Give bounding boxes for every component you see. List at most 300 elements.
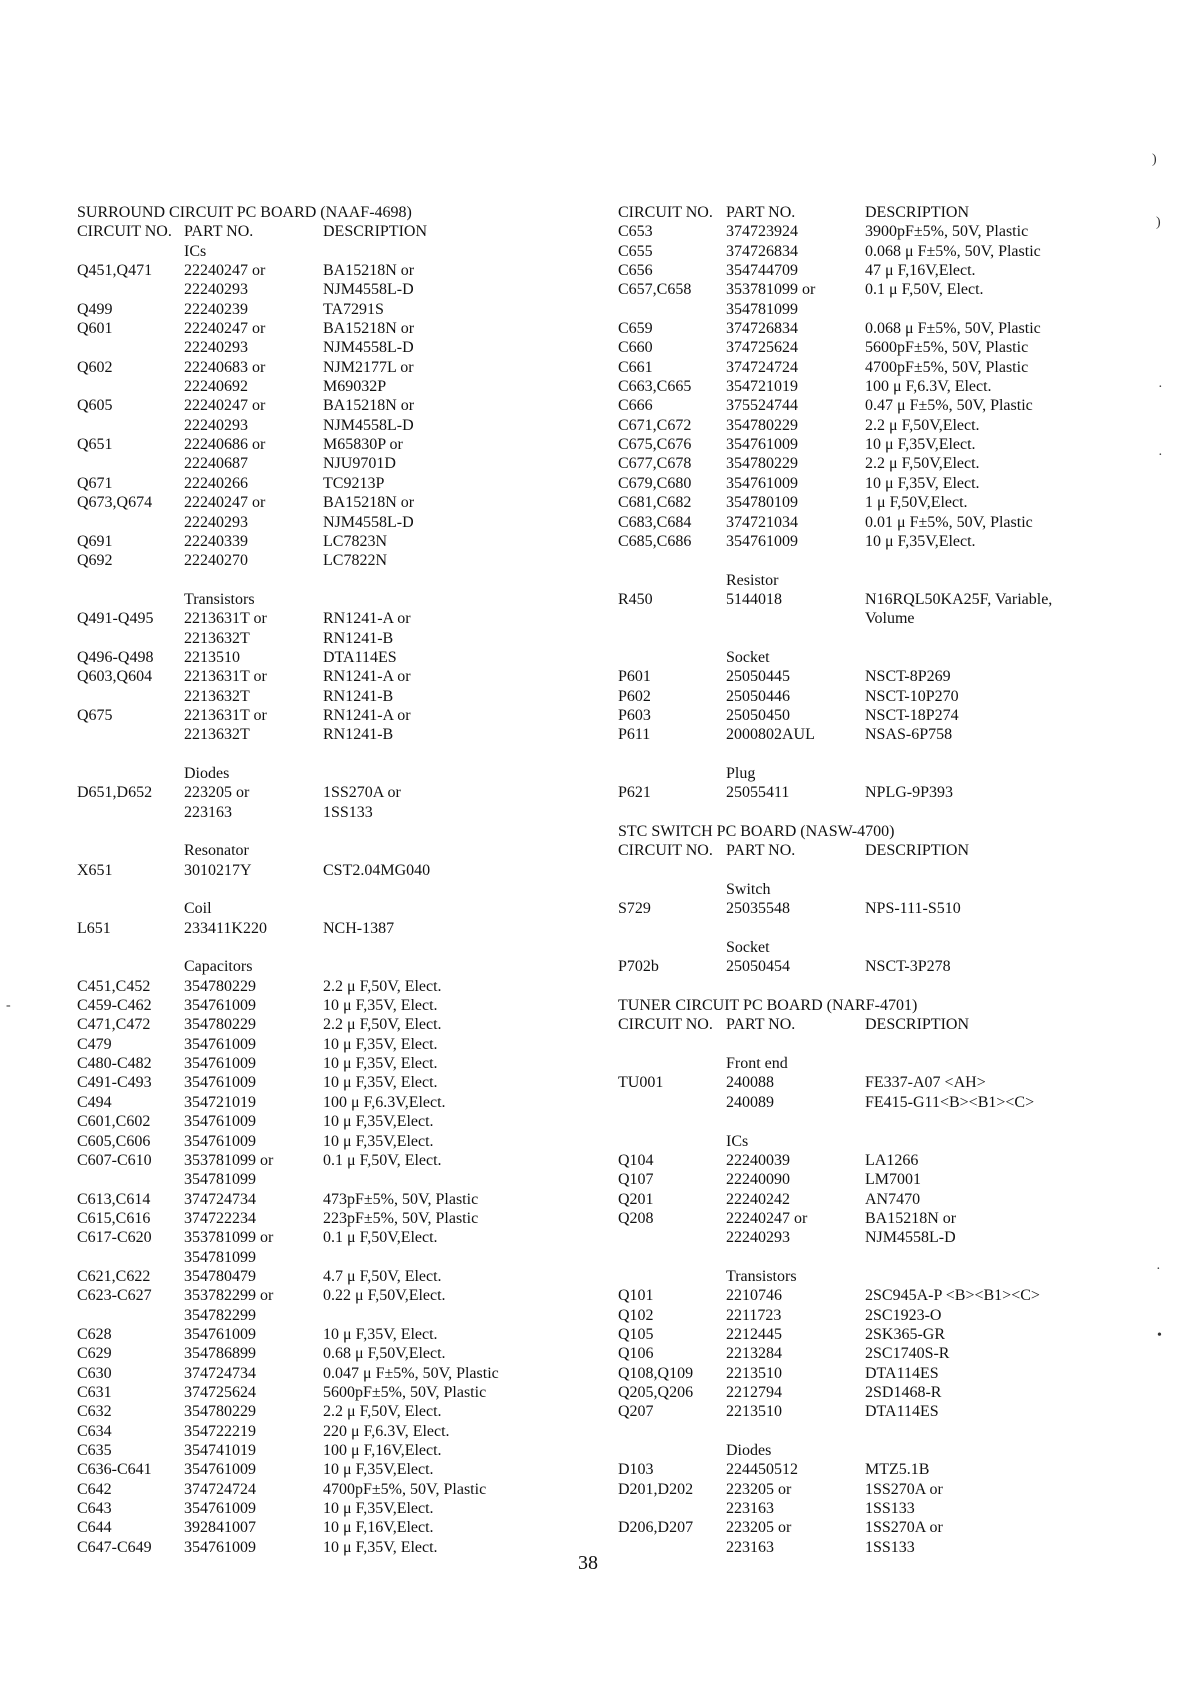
parts-row bbox=[77, 280, 637, 299]
parts-row bbox=[77, 841, 637, 860]
part-no: Coil bbox=[184, 900, 212, 918]
parts-row bbox=[77, 435, 637, 454]
circuit-no: C643 bbox=[77, 1500, 112, 1518]
description: DTA114ES bbox=[865, 1403, 939, 1421]
description: NJM4558L-D bbox=[323, 339, 414, 357]
circuit-no: Q602 bbox=[77, 358, 113, 376]
part-no: 2213632T bbox=[184, 726, 250, 744]
parts-row bbox=[618, 1325, 1178, 1344]
circuit-no: R450 bbox=[618, 590, 653, 608]
circuit-no: C631 bbox=[77, 1383, 112, 1401]
circuit-no: C471,C472 bbox=[77, 1016, 151, 1034]
part-no: 354761009 bbox=[184, 1074, 256, 1092]
parts-row bbox=[618, 706, 1178, 725]
parts-row bbox=[618, 261, 1178, 280]
description: LC7822N bbox=[323, 552, 387, 570]
part-no: ICs bbox=[726, 1132, 749, 1150]
part-no: PART NO. bbox=[726, 842, 796, 860]
parts-row bbox=[618, 454, 1178, 473]
parts-row bbox=[77, 319, 637, 338]
part-no: 22240247 or bbox=[184, 494, 266, 512]
part-no: 374724724 bbox=[184, 1480, 256, 1498]
parts-row bbox=[77, 609, 637, 628]
parts-row bbox=[618, 1132, 1178, 1151]
part-no: ICs bbox=[184, 242, 207, 260]
parts-row bbox=[618, 1460, 1178, 1479]
circuit-no: C679,C680 bbox=[618, 474, 692, 492]
part-no: 22240339 bbox=[184, 532, 248, 550]
parts-row bbox=[77, 1267, 637, 1286]
part-no: 22240293 bbox=[184, 339, 248, 357]
part-no: 223163 bbox=[726, 1538, 774, 1556]
parts-row bbox=[77, 1422, 637, 1441]
description: CST2.04MG040 bbox=[323, 861, 431, 879]
parts-row bbox=[77, 1460, 637, 1479]
description: RN1241-A or bbox=[323, 610, 411, 628]
parts-row bbox=[77, 1073, 637, 1092]
description: 10 μ F,16V,Elect. bbox=[323, 1519, 434, 1537]
part-no: 22240242 bbox=[726, 1190, 790, 1208]
part-no: Diodes bbox=[184, 764, 230, 782]
part-no: 240089 bbox=[726, 1093, 774, 1111]
parts-row bbox=[618, 1248, 1178, 1267]
parts-row bbox=[77, 1015, 637, 1034]
parts-row bbox=[77, 1054, 637, 1073]
circuit-no: C605,C606 bbox=[77, 1132, 151, 1150]
description: 1 μ F,50V,Elect. bbox=[865, 494, 968, 512]
parts-row bbox=[77, 687, 637, 706]
parts-row bbox=[77, 861, 637, 880]
part-no: 354761009 bbox=[184, 1325, 256, 1343]
part-no: 354786899 bbox=[184, 1345, 256, 1363]
parts-row bbox=[77, 1538, 637, 1557]
circuit-no: C681,C682 bbox=[618, 494, 692, 512]
circuit-no: P621 bbox=[618, 784, 651, 802]
parts-row bbox=[618, 919, 1178, 938]
part-no: 354780229 bbox=[184, 977, 256, 995]
parts-row bbox=[618, 629, 1178, 648]
parts-row bbox=[77, 1035, 637, 1054]
part-no: PART NO. bbox=[726, 204, 796, 221]
parts-row bbox=[77, 1170, 637, 1189]
part-no: 354761009 bbox=[184, 1500, 256, 1518]
circuit-no: C629 bbox=[77, 1345, 112, 1363]
description: 2.2 μ F,50V, Elect. bbox=[323, 1016, 442, 1034]
part-no: 354761009 bbox=[184, 1113, 256, 1131]
circuit-no: C628 bbox=[77, 1325, 112, 1343]
description: DTA114ES bbox=[865, 1364, 939, 1382]
circuit-no: S729 bbox=[618, 900, 651, 918]
part-no: 25050446 bbox=[726, 687, 790, 705]
description: 10 μ F,35V,Elect. bbox=[323, 1500, 434, 1518]
part-no: Plug bbox=[726, 764, 756, 782]
parts-row bbox=[77, 1228, 637, 1247]
description: RN1241-A or bbox=[323, 668, 411, 686]
parts-row bbox=[618, 1209, 1178, 1228]
part-no: 22240687 bbox=[184, 455, 248, 473]
part-no: 354744709 bbox=[726, 262, 798, 280]
description: 473pF±5%, 50V, Plastic bbox=[323, 1190, 479, 1208]
circuit-no: Q673,Q674 bbox=[77, 494, 153, 512]
description: NJM4558L-D bbox=[323, 416, 414, 434]
part-no: 354781099 bbox=[726, 300, 798, 318]
parts-row bbox=[618, 493, 1178, 512]
circuit-no: Q451,Q471 bbox=[77, 262, 153, 280]
circuit-no: Q496-Q498 bbox=[77, 648, 154, 666]
parts-row bbox=[77, 1248, 637, 1267]
part-no: 354761009 bbox=[184, 1461, 256, 1479]
description: 100 μ F,6.3V,Elect. bbox=[323, 1093, 446, 1111]
circuit-no: Q603,Q604 bbox=[77, 668, 153, 686]
part-no: 22240247 or bbox=[184, 397, 266, 415]
circuit-no: Q499 bbox=[77, 300, 113, 318]
description: Volume bbox=[865, 610, 915, 628]
parts-row bbox=[77, 1151, 637, 1170]
circuit-no: Q105 bbox=[618, 1325, 654, 1343]
parts-row bbox=[618, 1035, 1178, 1054]
description: NSCT-10P270 bbox=[865, 687, 959, 705]
part-no: 223163 bbox=[726, 1500, 774, 1518]
parts-row bbox=[618, 745, 1178, 764]
circuit-no: P602 bbox=[618, 687, 651, 705]
description: DESCRIPTION bbox=[865, 842, 970, 860]
circuit-no: L651 bbox=[77, 919, 111, 937]
circuit-no: C675,C676 bbox=[618, 436, 692, 454]
circuit-no: Q101 bbox=[618, 1287, 654, 1305]
parts-row bbox=[77, 764, 637, 783]
scan-mark: · bbox=[1158, 448, 1163, 463]
parts-row bbox=[618, 1306, 1178, 1325]
parts-row bbox=[618, 532, 1178, 551]
parts-row bbox=[77, 919, 637, 938]
circuit-no: Q104 bbox=[618, 1151, 654, 1169]
parts-row bbox=[618, 609, 1178, 628]
circuit-no: Q108,Q109 bbox=[618, 1364, 694, 1382]
parts-row bbox=[618, 1151, 1178, 1170]
description: 10 μ F,35V,Elect. bbox=[323, 1132, 434, 1150]
description: 0.068 μ F±5%, 50V, Plastic bbox=[865, 242, 1041, 260]
parts-row bbox=[618, 571, 1178, 590]
part-no: Resonator bbox=[184, 842, 249, 860]
circuit-no: C635 bbox=[77, 1442, 112, 1459]
parts-row bbox=[618, 203, 1178, 222]
circuit-no: C659 bbox=[618, 320, 653, 338]
circuit-no: Q205,Q206 bbox=[618, 1383, 694, 1401]
part-no: 2213632T bbox=[184, 629, 250, 647]
parts-row bbox=[77, 880, 637, 899]
circuit-no: C656 bbox=[618, 262, 653, 280]
parts-row bbox=[77, 1209, 637, 1228]
part-no: 240088 bbox=[726, 1074, 774, 1092]
parts-row bbox=[618, 513, 1178, 532]
circuit-no: C601,C602 bbox=[77, 1113, 151, 1131]
parts-row bbox=[618, 841, 1178, 860]
circuit-no: Q601 bbox=[77, 320, 113, 338]
circuit-no: C607-C610 bbox=[77, 1151, 152, 1169]
description: NCH-1387 bbox=[323, 919, 395, 937]
circuit-no: C459-C462 bbox=[77, 997, 152, 1015]
description: NSCT-8P269 bbox=[865, 668, 951, 686]
description: 2.2 μ F,50V, Elect. bbox=[323, 977, 442, 995]
description: 0.068 μ F±5%, 50V, Plastic bbox=[865, 320, 1041, 338]
part-no: 22240692 bbox=[184, 378, 248, 396]
description: 10 μ F,35V, Elect. bbox=[323, 1035, 438, 1053]
part-no: 354780109 bbox=[726, 494, 798, 512]
section-title bbox=[77, 203, 637, 222]
circuit-no: TU001 bbox=[618, 1074, 664, 1092]
description: M69032P bbox=[323, 378, 387, 396]
parts-row bbox=[618, 725, 1178, 744]
description: 2SC1740S-R bbox=[865, 1345, 950, 1363]
parts-row bbox=[618, 358, 1178, 377]
description: 1SS270A or bbox=[865, 1519, 943, 1537]
part-no: 22240293 bbox=[184, 513, 248, 531]
parts-row bbox=[618, 783, 1178, 802]
description: 10 μ F,35V,Elect. bbox=[865, 436, 976, 454]
part-no: 354781099 bbox=[184, 1248, 256, 1266]
parts-row bbox=[77, 338, 637, 357]
part-no: 25050445 bbox=[726, 668, 790, 686]
part-no: 22240039 bbox=[726, 1151, 790, 1169]
part-no: 22240270 bbox=[184, 552, 248, 570]
circuit-no: C617-C620 bbox=[77, 1229, 152, 1247]
parts-row bbox=[77, 493, 637, 512]
circuit-no: Q207 bbox=[618, 1403, 654, 1421]
description: 0.1 μ F,50V, Elect. bbox=[323, 1151, 442, 1169]
parts-row bbox=[618, 687, 1178, 706]
description: LC7823N bbox=[323, 532, 387, 550]
description: BA15218N or bbox=[323, 494, 415, 512]
parts-row bbox=[618, 1538, 1178, 1557]
part-no: 374721034 bbox=[726, 513, 798, 531]
part-no: 2000802AUL bbox=[726, 726, 815, 744]
circuit-no: P611 bbox=[618, 726, 651, 744]
description: 47 μ F,16V,Elect. bbox=[865, 262, 976, 280]
part-no: 2212445 bbox=[726, 1325, 782, 1343]
description: 2SD1468-R bbox=[865, 1383, 942, 1401]
description: 4700pF±5%, 50V, Plastic bbox=[865, 358, 1029, 376]
circuit-no: D206,D207 bbox=[618, 1519, 694, 1537]
description: 0.68 μ F,50V,Elect. bbox=[323, 1345, 446, 1363]
parts-row bbox=[77, 745, 637, 764]
section-title bbox=[618, 996, 1178, 1015]
part-no: 354781099 bbox=[184, 1171, 256, 1189]
circuit-no: C630 bbox=[77, 1364, 112, 1382]
part-no: 374726834 bbox=[726, 320, 798, 338]
circuit-no: Q691 bbox=[77, 532, 113, 550]
description: BA15218N or bbox=[323, 262, 415, 280]
description: RN1241-A or bbox=[323, 706, 411, 724]
part-no: 354761009 bbox=[726, 436, 798, 454]
parts-row bbox=[618, 803, 1178, 822]
parts-row bbox=[618, 1054, 1178, 1073]
description: M65830P or bbox=[323, 436, 403, 454]
parts-row bbox=[77, 1441, 637, 1460]
circuit-no: C683,C684 bbox=[618, 513, 692, 531]
circuit-no: C491-C493 bbox=[77, 1074, 152, 1092]
description: NSAS-6P758 bbox=[865, 726, 953, 744]
parts-row bbox=[618, 861, 1178, 880]
circuit-no: C677,C678 bbox=[618, 455, 692, 473]
description: LA1266 bbox=[865, 1151, 919, 1169]
circuit-no: Q605 bbox=[77, 397, 113, 415]
description: 0.47 μ F±5%, 50V, Plastic bbox=[865, 397, 1033, 415]
parts-row bbox=[618, 938, 1178, 957]
parts-row bbox=[618, 377, 1178, 396]
description: 4700pF±5%, 50V, Plastic bbox=[323, 1480, 487, 1498]
description: 10 μ F,35V, Elect. bbox=[865, 474, 980, 492]
part-no: Switch bbox=[726, 881, 771, 899]
parts-row bbox=[77, 1364, 637, 1383]
part-no: 354782299 bbox=[184, 1306, 256, 1324]
parts-row bbox=[77, 667, 637, 686]
parts-row bbox=[77, 1499, 637, 1518]
part-no: 223205 or bbox=[184, 784, 250, 802]
parts-row bbox=[77, 474, 637, 493]
description: 10 μ F,35V,Elect. bbox=[865, 532, 976, 550]
circuit-no: C615,C616 bbox=[77, 1209, 151, 1227]
part-no: Socket bbox=[726, 648, 770, 666]
part-no: 22240266 bbox=[184, 474, 248, 492]
circuit-no: C685,C686 bbox=[618, 532, 692, 550]
description: 0.01 μ F±5%, 50V, Plastic bbox=[865, 513, 1033, 531]
description: RN1241-B bbox=[323, 726, 394, 744]
parts-row bbox=[618, 957, 1178, 976]
part-no: Transistors bbox=[726, 1267, 797, 1285]
parts-row bbox=[77, 1518, 637, 1537]
circuit-no: C660 bbox=[618, 339, 653, 357]
description: BA15218N or bbox=[323, 397, 415, 415]
part-no: 353781099 or bbox=[184, 1151, 274, 1169]
parts-row bbox=[77, 590, 637, 609]
description: NPLG-9P393 bbox=[865, 784, 954, 802]
part-no: 374724734 bbox=[184, 1190, 256, 1208]
parts-row bbox=[77, 938, 637, 957]
description: 1SS133 bbox=[323, 803, 373, 821]
description: 10 μ F,35V,Elect. bbox=[323, 1113, 434, 1131]
scan-mark: · bbox=[1158, 380, 1163, 395]
description: 5600pF±5%, 50V, Plastic bbox=[323, 1383, 487, 1401]
circuit-no: Q692 bbox=[77, 552, 113, 570]
parts-row bbox=[618, 880, 1178, 899]
description: 2.2 μ F,50V,Elect. bbox=[865, 455, 980, 473]
page-number: 38 bbox=[578, 1552, 598, 1574]
circuit-no: P702b bbox=[618, 958, 659, 976]
circuit-no: CIRCUIT NO. bbox=[618, 842, 713, 860]
description: 1SS270A or bbox=[323, 784, 401, 802]
description: 100 μ F,6.3V, Elect. bbox=[865, 378, 992, 396]
parts-row bbox=[77, 377, 637, 396]
parts-row bbox=[77, 1480, 637, 1499]
parts-row bbox=[77, 551, 637, 570]
part-no: 2213284 bbox=[726, 1345, 782, 1363]
circuit-no: C451,C452 bbox=[77, 977, 151, 995]
description: 10 μ F,35V, Elect. bbox=[323, 1538, 438, 1556]
description: AN7470 bbox=[865, 1190, 921, 1208]
parts-row bbox=[618, 551, 1178, 570]
description: 0.1 μ F,50V, Elect. bbox=[865, 281, 984, 299]
part-no: 25055411 bbox=[726, 784, 790, 802]
circuit-no: C663,C665 bbox=[618, 378, 692, 396]
part-no: 2213632T bbox=[184, 687, 250, 705]
parts-row bbox=[77, 532, 637, 551]
part-no: 223163 bbox=[184, 803, 232, 821]
parts-row bbox=[77, 300, 637, 319]
scan-mark: • bbox=[1157, 1328, 1162, 1343]
description: MTZ5.1B bbox=[865, 1461, 930, 1479]
description: 1SS270A or bbox=[865, 1480, 943, 1498]
circuit-no: C613,C614 bbox=[77, 1190, 151, 1208]
part-no: 2210746 bbox=[726, 1287, 782, 1305]
parts-row bbox=[618, 1073, 1178, 1092]
circuit-no: C657,C658 bbox=[618, 281, 692, 299]
description: BA15218N or bbox=[865, 1209, 957, 1227]
parts-row bbox=[77, 706, 637, 725]
parts-row bbox=[618, 1112, 1178, 1131]
part-no: 5144018 bbox=[726, 590, 782, 608]
part-no: 2213631T or bbox=[184, 610, 267, 628]
part-no: 354722219 bbox=[184, 1422, 256, 1440]
part-no: 25050450 bbox=[726, 706, 790, 724]
parts-row bbox=[77, 899, 637, 918]
parts-row bbox=[77, 1286, 637, 1305]
description: RN1241-B bbox=[323, 687, 394, 705]
description: 4.7 μ F,50V, Elect. bbox=[323, 1267, 442, 1285]
parts-row bbox=[77, 358, 637, 377]
parts-row bbox=[618, 1480, 1178, 1499]
part-no: 354721019 bbox=[726, 378, 798, 396]
parts-row bbox=[77, 1325, 637, 1344]
parts-row bbox=[618, 222, 1178, 241]
part-no: 354761009 bbox=[184, 1035, 256, 1053]
circuit-no: Q491-Q495 bbox=[77, 610, 154, 628]
description: 10 μ F,35V, Elect. bbox=[323, 1325, 438, 1343]
parts-row bbox=[618, 280, 1178, 299]
part-no: 2213510 bbox=[726, 1364, 782, 1382]
parts-row bbox=[77, 783, 637, 802]
description: 0.1 μ F,50V,Elect. bbox=[323, 1229, 438, 1247]
circuit-no: C632 bbox=[77, 1403, 112, 1421]
description: 100 μ F,16V,Elect. bbox=[323, 1442, 442, 1459]
description: NJM4558L-D bbox=[323, 513, 414, 531]
parts-row bbox=[618, 1402, 1178, 1421]
parts-row bbox=[77, 1344, 637, 1363]
part-no: Resistor bbox=[726, 571, 779, 589]
parts-row bbox=[618, 474, 1178, 493]
part-no: 22240247 or bbox=[184, 262, 266, 280]
parts-row bbox=[618, 1170, 1178, 1189]
description: 223pF±5%, 50V, Plastic bbox=[323, 1209, 479, 1227]
parts-row bbox=[77, 571, 637, 590]
description: 5600pF±5%, 50V, Plastic bbox=[865, 339, 1029, 357]
description: NJM2177L or bbox=[323, 358, 414, 376]
circuit-no: C647-C649 bbox=[77, 1538, 152, 1556]
parts-row bbox=[77, 629, 637, 648]
part-no: 354761009 bbox=[184, 1055, 256, 1073]
circuit-no: C661 bbox=[618, 358, 653, 376]
part-no: 375524744 bbox=[726, 397, 798, 415]
part-no: 354780229 bbox=[726, 416, 798, 434]
parts-row bbox=[77, 977, 637, 996]
part-no: 374725624 bbox=[184, 1383, 256, 1401]
left-parts-column bbox=[77, 203, 637, 1557]
part-no: 22240293 bbox=[184, 416, 248, 434]
parts-row bbox=[618, 1015, 1178, 1034]
part-no: 22240090 bbox=[726, 1171, 790, 1189]
part-no: 354761009 bbox=[726, 474, 798, 492]
description: FE337-A07 <AH> bbox=[865, 1074, 986, 1092]
section-title bbox=[618, 822, 1178, 841]
